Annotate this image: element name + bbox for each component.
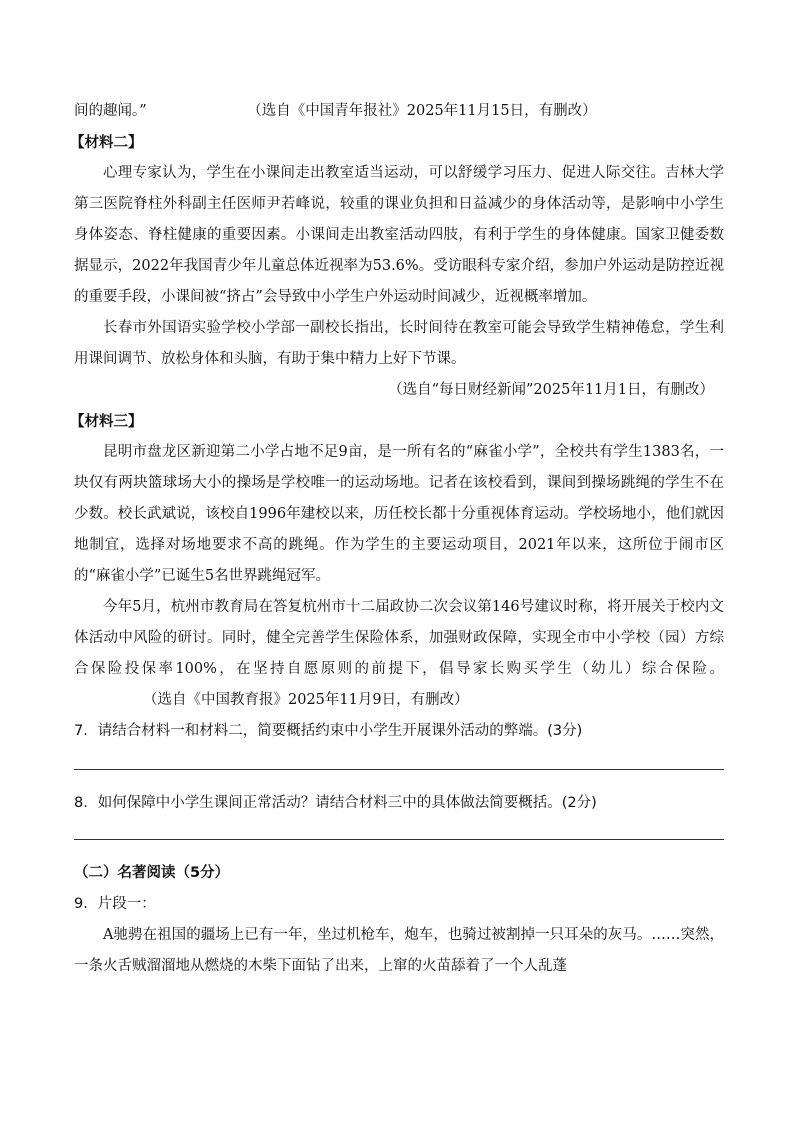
intro-line [74,96,724,127]
question-9-label: 9．片段一： [74,896,156,912]
intro-source: （选自《中国青年报社》2025年11月15日，有删改） [247,103,597,119]
material3-paragraph-2 [74,592,724,716]
answer-line-q8[interactable] [74,839,724,840]
intro-tail-text: 间的趣闻。” [74,103,147,119]
answer-line-q7[interactable] [74,769,724,770]
question-9-excerpt: A驰骋在祖国的疆场上已有一年，坐过机枪车，炮车，也骑过被割掉一只耳朵的灰马。……突然，一条火舌贼溜溜地从燃烧的木柴下面钻了出来，上窜的火苗舔着了一个人乱蓬 [74,927,724,974]
material2-source: （选自“每日财经新闻”2025年11月1日，有删改） [388,382,714,398]
question-8: 8．如何保障中小学生课间正常活动？请结合材料三中的具体做法简要概括。(2分) [74,795,597,811]
material2-paragraph-1: 心理专家认为，学生在小课间走出教室适当运动，可以舒缓学习压力、促进人际交往。吉林大学第三医院脊柱外科副主任医师尹若峰说，较重的课业负担和日益减少的身体活动等，是影响中小学生身体姿态、脊柱健康的重要因素。小课间走出教室活动四肢，有利于学生的身体健康。国家卫健委数据显示，2022年我国青少年儿童总体近视率为53.6%。受访眼科专家介绍，参加户外运动是防控近视的重要手段，小课间被“挤占”会导致中小学生户外运动时间减少，近视概率增加。 [74,165,724,305]
material3-heading: 【材料三】 [70,413,143,430]
document-content [70,96,724,982]
material3-paragraph-2-text: 今年5月，杭州市教育局在答复杭州市十二届政协二次会议第146号建议时称，将开展关于校内文体活动中风险的研讨。同时，健全完善学生保险体系，加强财政保障，实现全市中小学校（园）方综合保险投保率100%，在坚持自愿原则的前提下，倡导家长购买学生（幼儿）综合保险。 [74,599,724,677]
question-7: 7．请结合材料一和材料二，简要概括约束中小学生开展课外活动的弊端。(3分) [74,723,583,739]
material3-paragraph-1: 昆明市盘龙区新迎第二小学占地不足9亩，是一所有名的“麻雀小学”，全校共有学生1383名，一块仅有两块篮球场大小的操场是学校唯一的运动场地。记者在该校看到，课间到操场跳绳的学生不在少数。校长武斌说，该校自1996年建校以来，历任校长都十分重视体育运动。学校场地小，他们就因地制宜，选择对场地要求不高的跳绳。作为学生的主要运动项目，2021年以来，这所位于闹市区的“麻雀小学”已诞生5名世界跳绳冠军。 [74,444,724,584]
section-2-heading: （二）名著阅读（5分） [74,865,230,881]
material2-heading: 【材料二】 [70,134,143,151]
material3-source: （选自《中国教育报》2025年11月9日，有删改） [143,692,469,708]
material2-paragraph-2: 长春市外国语实验学校小学部一副校长指出，长时间待在教室可能会导致学生精神倦怠，学生利用课间调节、放松身体和头脑，有助于集中精力上好下节课。 [74,320,724,367]
